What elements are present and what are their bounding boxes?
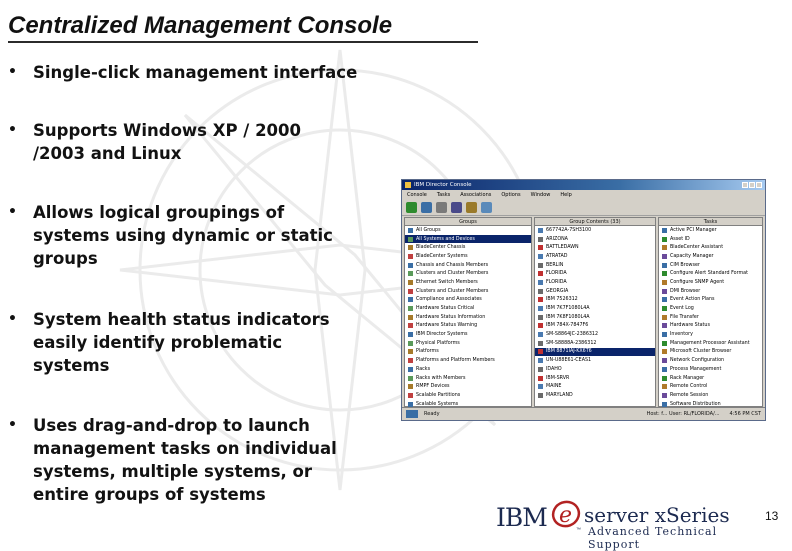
bullet-text: System health status indicators easily identify problematic systems [33,310,330,375]
task-label: File Transfer [670,314,699,320]
system-row[interactable] [535,339,655,348]
group-icon [408,367,413,372]
group-label: IBM Director Systems [416,332,468,338]
system-icon [538,306,543,311]
group-row[interactable] [405,235,531,244]
task-icon [662,358,667,363]
system-row[interactable] [535,287,655,296]
task-label: BladeCenter Assistant [670,245,724,251]
page-number: 13 [765,509,779,523]
group-icon [408,263,413,268]
ibm-eserver-xseries-logo [496,498,756,551]
bullet-marker: • [8,64,17,80]
system-label: GEORGIA [546,288,569,294]
group-label: Platforms and Platform Members [416,358,495,364]
group-row[interactable] [405,391,531,400]
bullet-item [8,119,333,165]
system-icon [538,358,543,363]
system-row[interactable] [535,374,655,383]
group-row[interactable] [405,382,531,391]
task-icon [662,271,667,276]
system-icon [538,254,543,259]
task-label: Management Processor Assistant [670,340,750,346]
group-label: Racks [416,366,431,372]
task-label: Capacity Manager [670,253,714,259]
group-label: Racks with Members [416,375,466,381]
system-row[interactable] [535,278,655,287]
task-icon [662,393,667,398]
system-label: IBM 8871IAJ-KX6T6 [546,349,592,355]
task-icon [662,376,667,381]
task-row[interactable] [659,313,762,322]
bullet-text: Allows logical groupings of systems using dynamic or static groups [33,203,333,268]
group-label: Physical Platforms [416,340,460,346]
task-label: Network Configuration [670,358,725,364]
system-icon [538,228,543,233]
system-icon [538,297,543,302]
task-icon [662,349,667,354]
system-row[interactable] [535,235,655,244]
task-row[interactable] [659,269,762,278]
group-row[interactable] [405,226,531,235]
system-row[interactable] [535,322,655,331]
system-icon [538,384,543,389]
system-icon [538,289,543,294]
task-label: Remote Session [670,392,709,398]
system-row[interactable] [535,391,655,400]
svg-text:e: e [559,503,573,528]
bullet-text: Uses drag-and-drop to launch management tasks on individual systems, multiple systems, or entire groups of systems [33,416,337,504]
menu-associations: Associations [460,191,492,198]
group-icon [408,306,413,311]
group-row[interactable] [405,296,531,305]
system-icon [538,245,543,250]
logo-ibm: IBM [496,503,547,532]
group-icon [408,289,413,294]
system-row[interactable] [535,330,655,339]
task-label: Event Action Plans [670,297,715,303]
console-statusbar [402,407,765,420]
status-time: 4:56 PM CST [729,411,761,417]
system-row[interactable] [535,269,655,278]
minimize-icon [742,182,748,188]
task-row[interactable] [659,287,762,296]
group-label: Clusters and Cluster Members [416,288,489,294]
menu-tasks: Tasks [436,191,451,198]
task-row[interactable] [659,382,762,391]
group-icon [408,271,413,276]
menu-window: Window [530,191,551,198]
system-icon [538,349,543,354]
group-row[interactable] [405,287,531,296]
task-label: Rack Manager [670,375,705,381]
system-icon [538,263,543,268]
app-icon [405,182,411,188]
system-icon [538,237,543,242]
system-label: IBM 784X-7847F6 [546,323,589,329]
group-icon [408,254,413,259]
group-label: Hardware Status Information [416,314,486,320]
system-row[interactable] [535,252,655,261]
system-label: SM-S8864JC-2386312 [546,332,599,338]
system-label: ARIZONA [546,236,568,242]
network-icon [451,202,462,213]
system-icon [538,376,543,381]
group-icon [408,315,413,320]
logo-series: Series [666,503,730,527]
group-row[interactable] [405,356,531,365]
task-label: Asset ID [670,236,690,242]
system-row[interactable] [535,348,655,357]
system-icon [538,323,543,328]
task-label: Remote Control [670,384,708,390]
group-row[interactable] [405,252,531,261]
groups-pane [404,217,532,407]
group-label: Ethernet Switch Members [416,279,478,285]
group-row[interactable] [405,313,531,322]
status-ready: Ready [424,411,440,417]
system-icon [538,393,543,398]
task-label: Configure SNMP Agent [670,279,725,285]
task-label: Active PCI Manager [670,227,717,233]
group-icon [408,384,413,389]
system-label: 667742A-7SH3100 [546,227,592,233]
system-icon [538,332,543,337]
group-label: RMPF Devices [416,384,450,390]
task-icon [662,263,667,268]
system-label: IBM 7526312 [546,297,578,303]
group-icon [408,393,413,398]
group-row[interactable] [405,374,531,383]
tasks-pane [658,217,763,407]
task-row[interactable] [659,226,762,235]
group-row[interactable] [405,339,531,348]
task-label: Event Log [670,306,694,312]
task-row[interactable] [659,339,762,348]
task-label: Microsoft Cluster Browser [670,349,732,355]
group-row[interactable] [405,322,531,331]
logo-server: server xSeries [584,503,730,527]
group-label: Hardware Status Warning [416,323,478,329]
bullet-item [8,414,363,506]
group-icon [408,297,413,302]
group-icon [408,341,413,346]
title-divider [8,41,478,43]
task-row[interactable] [659,356,762,365]
group-label: Clusters and Cluster Members [416,271,489,277]
task-icon [662,237,667,242]
logo-trademark: ™ [576,527,581,533]
group-label: BladeCenter Chassis [416,245,466,251]
system-label: IBM 7K7F1080L4A [546,306,590,312]
menu-console: Console [407,191,427,198]
system-row[interactable] [535,243,655,252]
group-contents-header: Group Contents (33) [535,218,655,226]
group-row[interactable] [405,278,531,287]
task-row[interactable] [659,374,762,383]
system-label: FLORIDA [546,271,567,277]
group-label: Platforms [416,349,439,355]
group-row[interactable] [405,243,531,252]
task-row[interactable] [659,296,762,305]
group-label: Hardware Status Critical [416,306,475,312]
system-row[interactable] [535,365,655,374]
console-titlebar [402,180,765,190]
system-label: MAINE [546,384,562,390]
task-row[interactable] [659,348,762,357]
bullet-item [8,201,363,270]
task-row[interactable] [659,278,762,287]
group-row[interactable] [405,348,531,357]
task-icon [662,402,667,407]
groups-pane-header: Groups [405,218,531,226]
bullet-marker: • [8,417,17,433]
task-row[interactable] [659,304,762,313]
task-icon [662,306,667,311]
task-row[interactable] [659,322,762,331]
task-row[interactable] [659,243,762,252]
group-label: Scalable Partitions [416,392,461,398]
system-icon [538,271,543,276]
window-controls [742,182,762,188]
task-row[interactable] [659,365,762,374]
maximize-icon [749,182,755,188]
group-row[interactable] [405,330,531,339]
task-icon [662,341,667,346]
slide-title: Centralized Management Console [8,12,393,39]
console-panes [404,217,763,407]
system-icon [538,280,543,285]
group-icon [408,332,413,337]
task-label: Process Management [670,366,722,372]
task-icon [662,332,667,337]
system-row[interactable] [535,226,655,235]
group-label: Chassis and Chassis Members [416,262,489,268]
menu-options: Options [501,191,521,198]
task-icon [662,289,667,294]
task-icon [662,323,667,328]
task-row[interactable] [659,261,762,270]
system-row[interactable] [535,313,655,322]
task-row[interactable] [659,391,762,400]
system-label: ATRATAD [546,253,568,259]
task-row[interactable] [659,330,762,339]
console-menubar [402,190,765,199]
group-label: All Groups [416,227,441,233]
system-icon [538,367,543,372]
system-label: MARYLAND [546,392,573,398]
group-icon [408,349,413,354]
task-icon [662,297,667,302]
menu-help: Help [560,191,572,198]
bullet-marker: • [8,311,17,327]
find-icon [466,202,477,213]
task-row[interactable] [659,235,762,244]
system-label: IBM-SRVR [546,375,570,381]
group-label: BladeCenter Systems [416,253,468,259]
status-host: Host: f... User: RL/FLORIDA/... [646,411,720,417]
task-icon [662,245,667,250]
task-icon [662,280,667,285]
group-icon [408,280,413,285]
status-icon [406,410,418,418]
system-row[interactable] [535,261,655,270]
task-label: Configure Alert Standard Format [670,271,748,277]
group-icon [408,245,413,250]
discover-icon [421,202,432,213]
bullet-marker: • [8,204,17,220]
group-label: All Systems and Devices [416,236,475,242]
system-row[interactable] [535,296,655,305]
add-icon [406,202,417,213]
group-label: Compliance and Associates [416,297,482,303]
task-row[interactable] [659,252,762,261]
tasks-pane-header: Tasks [659,218,762,226]
system-label: IDAHO [546,366,562,372]
task-label: Inventory [670,332,693,338]
e-logo-icon [551,498,581,530]
task-icon [662,315,667,320]
bullet-text: Supports Windows XP / 2000 /2003 and Linux [33,121,301,163]
director-console-screenshot [401,179,766,421]
task-icon [662,384,667,389]
system-label: SM-S8888A-2386312 [546,340,597,346]
group-icon [408,358,413,363]
bullet-marker: • [8,122,17,138]
group-row[interactable] [405,365,531,374]
console-toolbar [402,199,765,216]
task-icon [662,254,667,259]
group-icon [408,323,413,328]
refresh-icon [436,202,447,213]
logo-tagline: Advanced Technical Support [588,525,718,551]
system-icon [538,341,543,346]
groups-icon [481,202,492,213]
task-label: Software Distribution [670,401,721,407]
task-label: CIM Browser [670,262,700,268]
system-row[interactable] [535,304,655,313]
task-label: Hardware Status [670,323,710,329]
close-icon [756,182,762,188]
console-window-title: IBM Director Console [414,182,472,188]
system-label: BATTLEDAWN [546,245,579,251]
system-row[interactable] [535,356,655,365]
group-label: Scalable Systems [416,401,459,407]
task-label: DMI Browser [670,288,701,294]
system-label: IBM 7K8F1080L4A [546,314,590,320]
group-contents-pane [534,217,656,407]
task-icon [662,367,667,372]
system-label: UN-U88E61-CEAS1 [546,358,592,364]
group-icon [408,237,413,242]
system-icon [538,315,543,320]
bullet-text: Single-click management interface [33,63,358,82]
group-row[interactable] [405,304,531,313]
system-label: BERLIN [546,262,564,268]
group-icon [408,228,413,233]
group-icon [408,402,413,407]
bullet-item [8,308,363,377]
group-row[interactable] [405,261,531,270]
task-icon [662,228,667,233]
bullet-item [8,61,373,84]
system-label: FLORIDA [546,279,567,285]
group-icon [408,376,413,381]
system-row[interactable] [535,382,655,391]
group-row[interactable] [405,269,531,278]
